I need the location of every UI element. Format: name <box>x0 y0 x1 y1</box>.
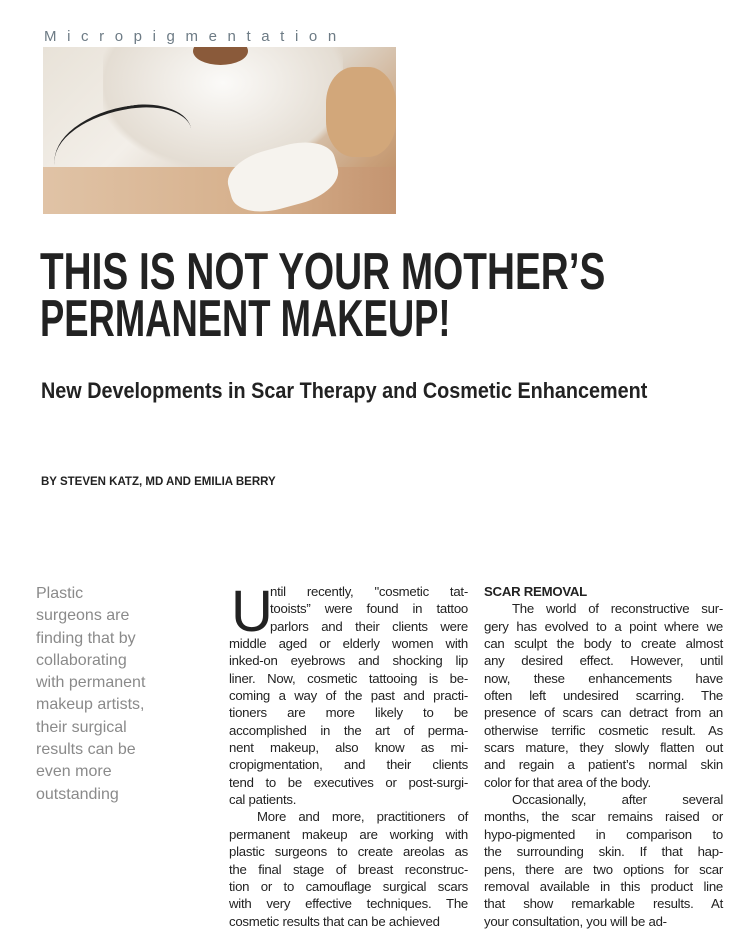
text-line: plastic surgeons to create areolas as <box>229 844 468 860</box>
article-column-2 <box>484 583 723 930</box>
text-line: months, the scar remains raised or <box>484 809 723 825</box>
text-line: middle aged or elderly women with <box>229 636 468 652</box>
text-line: tion or to camouflage surgical scars <box>229 878 468 894</box>
text-line: coming a way of the past and practi- <box>229 688 468 704</box>
text-line: parlors and their clients were <box>270 618 468 634</box>
title-exclamation: ! <box>438 290 451 348</box>
text-line: presence of scars can detract from an <box>484 705 723 721</box>
pull-quote-line: even more <box>36 763 112 781</box>
text-line: can sculpt the body to create almost <box>484 636 723 652</box>
text-line: cal patients. <box>229 792 297 808</box>
subtitle <box>41 378 647 404</box>
pull-quote-line: finding that by <box>36 629 136 647</box>
text-line: inked-on eyebrows and shocking lip <box>229 653 468 669</box>
title-line-2 <box>40 290 451 348</box>
header-photo <box>43 47 396 214</box>
text-line: removal available in this product line <box>484 878 723 894</box>
pull-quote-line: Plastic <box>36 585 84 602</box>
text-line: any desired effect. However, until <box>484 653 723 669</box>
text-line: with very effective techniques. The <box>229 896 468 912</box>
text-line: the surrounding skin. If that hap- <box>484 844 723 860</box>
text-line: Occasionally, after several <box>512 792 723 808</box>
pull-quote-line: surgeons are <box>36 607 130 625</box>
pull-quote-line: their surgical <box>36 718 127 736</box>
text-line: liner. Now, cosmetic tattooing is be- <box>229 670 468 686</box>
text-line: ntil recently, "cosmetic tat- <box>270 584 468 599</box>
text-line: cosmetic results that can be achieved <box>229 913 440 929</box>
pull-quote-line: results can be <box>36 741 136 759</box>
article-column-1 <box>229 579 468 930</box>
pull-quote-line: with permanent <box>36 674 146 692</box>
text-line: hypo-pigmented in comparison to <box>484 826 723 842</box>
section-label: Micropigmentation <box>44 28 347 45</box>
pull-quote-line: outstanding <box>36 785 119 803</box>
byline: BY STEVEN KATZ, MD AND EMILIA BERRY <box>41 476 276 488</box>
pull-quote-line: collaborating <box>36 651 127 669</box>
text-line: permanent makeup are working with <box>229 826 468 842</box>
text-line: the final stage of breast reconstruc- <box>229 861 468 877</box>
pull-quote-line: makeup artists, <box>36 696 145 714</box>
text-line: color for that area of the body. <box>484 774 651 790</box>
text-line: tooists” were found in tattoo <box>270 601 468 617</box>
text-line: gery has evolved to a point where we <box>484 618 723 634</box>
text-line: The world of reconstructive sur- <box>512 601 723 617</box>
pull-quote <box>36 583 176 806</box>
title-bold: PERMANENT MAKEUP <box>40 290 439 348</box>
text-line: tioners are more likely to be <box>229 705 468 721</box>
text-line: accomplished in the art of perma- <box>229 722 468 738</box>
text-line: tend to be executives or post-surgi- <box>229 774 468 790</box>
text-line: nent makeup, also know as mi- <box>229 740 468 756</box>
text-line: scars mature, they slowly flatten out <box>484 740 723 756</box>
subtitle-bold-scar-therapy: Scar Therapy <box>251 378 377 403</box>
title-line-1: THIS IS NOT YOUR MOTHER’S <box>40 243 606 301</box>
text-line: now, these enhancements have <box>484 670 723 686</box>
text-line: your consultation, you will be ad- <box>484 913 667 929</box>
subtitle-text: New Developments in <box>41 378 252 403</box>
text-line: otherwise terrific cosmetic result. As <box>484 722 723 738</box>
drop-cap: U <box>231 579 273 644</box>
text-line: pens, there are two options for scar <box>484 861 723 877</box>
text-line: More and more, practitioners of <box>257 809 468 825</box>
subtitle-bold-cosmetic-enhancement: Cosmetic Enhancement <box>422 378 648 403</box>
subtitle-text: and <box>376 378 423 403</box>
section-heading-scar-removal: SCAR REMOVAL <box>484 584 587 599</box>
text-line: that show remarkable results. At <box>484 896 723 912</box>
text-line: and regain a patient’s normal skin <box>484 757 723 773</box>
text-line: cropigmentation, and their clients <box>229 757 468 773</box>
text-line: often left undesired scarring. The <box>484 688 723 704</box>
